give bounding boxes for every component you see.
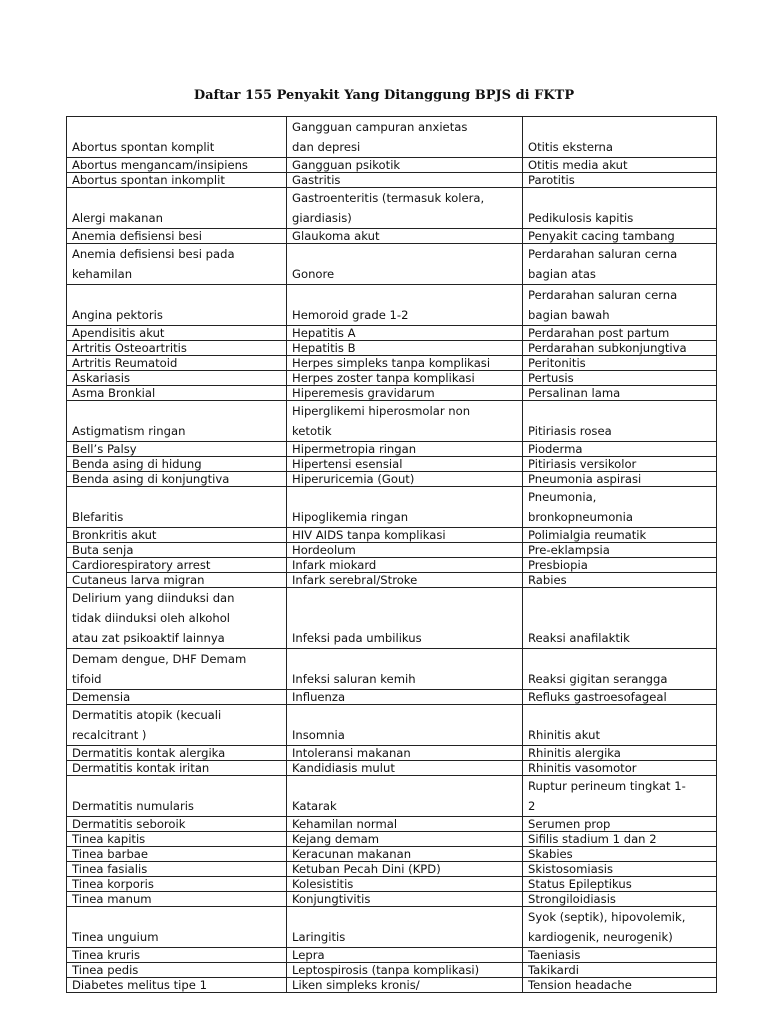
- disease-col-2-cell: Gastroenteritis (termasuk kolera, giardiasis): [287, 188, 523, 229]
- disease-col-3-cell: Skistosomiasis: [523, 862, 717, 877]
- disease-col-3-cell: Takikardi: [523, 963, 717, 978]
- table-row: [67, 487, 717, 528]
- disease-col-2-cell: Hipertensi esensial: [287, 457, 523, 472]
- disease-col-3-cell: Reaksi anafilaktik: [523, 588, 717, 649]
- table-row: [67, 386, 717, 401]
- table-row: [67, 847, 717, 862]
- disease-col-2-cell: Influenza: [287, 690, 523, 705]
- disease-col-2-cell: Infeksi saluran kemih: [287, 649, 523, 690]
- table-row: [67, 326, 717, 341]
- disease-col-1-cell: Asma Bronkial: [67, 386, 287, 401]
- disease-col-2-cell: HIV AIDS tanpa komplikasi: [287, 528, 523, 543]
- disease-col-3-cell: Perdarahan saluran cerna bagian bawah: [523, 285, 717, 326]
- disease-col-2-cell: Hipoglikemia ringan: [287, 487, 523, 528]
- table-row: [67, 472, 717, 487]
- disease-col-1-cell: Abortus spontan inkomplit: [67, 173, 287, 188]
- disease-col-1-cell: Tinea fasialis: [67, 862, 287, 877]
- disease-col-1-cell: Astigmatism ringan: [67, 401, 287, 442]
- disease-col-2-cell: Konjungtivitis: [287, 892, 523, 907]
- disease-col-3-cell: Otitis media akut: [523, 158, 717, 173]
- disease-col-2-cell: Hiperuricemia (Gout): [287, 472, 523, 487]
- disease-col-1-cell: Cutaneus larva migran: [67, 573, 287, 588]
- disease-col-3-cell: Reaksi gigitan serangga: [523, 649, 717, 690]
- disease-col-1-cell: Dermatitis numularis: [67, 776, 287, 817]
- table-row: [67, 649, 717, 690]
- disease-col-2-cell: Liken simpleks kronis/: [287, 978, 523, 993]
- disease-col-1-cell: Dermatitis kontak iritan: [67, 761, 287, 776]
- table-row: [67, 877, 717, 892]
- disease-col-1-cell: Demensia: [67, 690, 287, 705]
- disease-col-3-cell: Pedikulosis kapitis: [523, 188, 717, 229]
- disease-col-1-cell: Abortus mengancam/insipiens: [67, 158, 287, 173]
- disease-col-1-cell: Cardiorespiratory arrest: [67, 558, 287, 573]
- table-row: [67, 690, 717, 705]
- table-row: [67, 776, 717, 817]
- table-row: [67, 401, 717, 442]
- table-row: [67, 705, 717, 746]
- table-row: [67, 948, 717, 963]
- disease-col-2-cell: Gangguan psikotik: [287, 158, 523, 173]
- disease-col-1-cell: Blefaritis: [67, 487, 287, 528]
- disease-col-2-cell: Hordeolum: [287, 543, 523, 558]
- disease-col-3-cell: Pre-eklampsia: [523, 543, 717, 558]
- disease-col-3-cell: Perdarahan post partum: [523, 326, 717, 341]
- disease-col-2-cell: Infeksi pada umbilikus: [287, 588, 523, 649]
- disease-col-1-cell: Anemia defisiensi besi pada kehamilan: [67, 244, 287, 285]
- disease-col-2-cell: Insomnia: [287, 705, 523, 746]
- disease-col-1-cell: Tinea barbae: [67, 847, 287, 862]
- disease-col-3-cell: Polimialgia reumatik: [523, 528, 717, 543]
- disease-col-1-cell: Tinea kruris: [67, 948, 287, 963]
- disease-col-2-cell: Kandidiasis mulut: [287, 761, 523, 776]
- table-row: [67, 543, 717, 558]
- table-row: [67, 442, 717, 457]
- document-title: Daftar 155 Penyakit Yang Ditanggung BPJS di FKTP: [193, 88, 575, 103]
- disease-col-3-cell: Tension headache: [523, 978, 717, 993]
- disease-col-3-cell: Rhinitis alergika: [523, 746, 717, 761]
- disease-col-1-cell: Tinea unguium: [67, 907, 287, 948]
- disease-col-3-cell: Pneumonia aspirasi: [523, 472, 717, 487]
- disease-col-3-cell: Presbiopia: [523, 558, 717, 573]
- disease-col-1-cell: Askariasis: [67, 371, 287, 386]
- table-row: [67, 832, 717, 847]
- disease-col-1-cell: Tinea manum: [67, 892, 287, 907]
- disease-col-1-cell: Tinea pedis: [67, 963, 287, 978]
- disease-col-1-cell: Bell’s Palsy: [67, 442, 287, 457]
- table-row: [67, 244, 717, 285]
- disease-col-2-cell: Laringitis: [287, 907, 523, 948]
- table-row: [67, 978, 717, 993]
- disease-col-1-cell: Angina pektoris: [67, 285, 287, 326]
- disease-col-1-cell: Demam dengue, DHF Demam tifoid: [67, 649, 287, 690]
- disease-col-3-cell: Penyakit cacing tambang: [523, 229, 717, 244]
- disease-col-2-cell: Infark serebral/Stroke: [287, 573, 523, 588]
- disease-col-2-cell: Kehamilan normal: [287, 817, 523, 832]
- disease-col-3-cell: Pioderma: [523, 442, 717, 457]
- disease-col-2-cell: Herpes simpleks tanpa komplikasi: [287, 356, 523, 371]
- disease-col-3-cell: Strongiloidiasis: [523, 892, 717, 907]
- disease-col-2-cell: Intoleransi makanan: [287, 746, 523, 761]
- disease-col-1-cell: Benda asing di hidung: [67, 457, 287, 472]
- disease-col-2-cell: Lepra: [287, 948, 523, 963]
- disease-col-1-cell: Apendisitis akut: [67, 326, 287, 341]
- disease-col-1-cell: Diabetes melitus tipe 1: [67, 978, 287, 993]
- disease-col-1-cell: Tinea korporis: [67, 877, 287, 892]
- disease-col-2-cell: Hiperglikemi hiperosmolar non ketotik: [287, 401, 523, 442]
- disease-col-2-cell: Infark miokard: [287, 558, 523, 573]
- disease-col-1-cell: Alergi makanan: [67, 188, 287, 229]
- table-row: [67, 158, 717, 173]
- table-row: [67, 229, 717, 244]
- disease-col-1-cell: Benda asing di konjungtiva: [67, 472, 287, 487]
- disease-col-3-cell: Pitiriasis versikolor: [523, 457, 717, 472]
- table-row: [67, 173, 717, 188]
- disease-col-3-cell: Syok (septik), hipovolemik, kardiogenik, neurogenik): [523, 907, 717, 948]
- disease-col-3-cell: Pitiriasis rosea: [523, 401, 717, 442]
- disease-col-1-cell: Dermatitis kontak alergika: [67, 746, 287, 761]
- disease-col-3-cell: Skabies: [523, 847, 717, 862]
- disease-col-1-cell: Abortus spontan komplit: [67, 117, 287, 158]
- disease-col-2-cell: Ketuban Pecah Dini (KPD): [287, 862, 523, 877]
- disease-col-3-cell: Pertusis: [523, 371, 717, 386]
- disease-col-3-cell: Taeniasis: [523, 948, 717, 963]
- disease-col-2-cell: Kolesistitis: [287, 877, 523, 892]
- table-row: [67, 457, 717, 472]
- disease-col-2-cell: Leptospirosis (tanpa komplikasi): [287, 963, 523, 978]
- table-row: [67, 371, 717, 386]
- table-row: [67, 761, 717, 776]
- disease-col-1-cell: Artritis Osteoartritis: [67, 341, 287, 356]
- table-row: [67, 341, 717, 356]
- disease-col-3-cell: Serumen prop: [523, 817, 717, 832]
- disease-col-3-cell: Status Epileptikus: [523, 877, 717, 892]
- disease-col-2-cell: Gangguan campuran anxietas dan depresi: [287, 117, 523, 158]
- disease-col-3-cell: Pneumonia, bronkopneumonia: [523, 487, 717, 528]
- table-body: [67, 117, 717, 993]
- disease-col-3-cell: Perdarahan saluran cerna bagian atas: [523, 244, 717, 285]
- disease-col-2-cell: Hepatitis B: [287, 341, 523, 356]
- disease-col-2-cell: Gastritis: [287, 173, 523, 188]
- table-row: [67, 746, 717, 761]
- table-row: [67, 817, 717, 832]
- disease-col-1-cell: Buta senja: [67, 543, 287, 558]
- disease-col-1-cell: Artritis Reumatoid: [67, 356, 287, 371]
- disease-col-2-cell: Glaukoma akut: [287, 229, 523, 244]
- table-row: [67, 892, 717, 907]
- disease-col-3-cell: Rhinitis vasomotor: [523, 761, 717, 776]
- disease-col-3-cell: Sifilis stadium 1 dan 2: [523, 832, 717, 847]
- disease-col-3-cell: Ruptur perineum tingkat 1- 2: [523, 776, 717, 817]
- disease-col-3-cell: Refluks gastroesofageal: [523, 690, 717, 705]
- disease-col-3-cell: Persalinan lama: [523, 386, 717, 401]
- disease-col-2-cell: Hipermetropia ringan: [287, 442, 523, 457]
- disease-col-2-cell: Gonore: [287, 244, 523, 285]
- disease-col-2-cell: Katarak: [287, 776, 523, 817]
- disease-col-3-cell: Otitis eksterna: [523, 117, 717, 158]
- disease-col-2-cell: Hiperemesis gravidarum: [287, 386, 523, 401]
- disease-col-1-cell: Delirium yang diinduksi dan tidak diinduksi oleh alkohol atau zat psikoaktif lainnya: [67, 588, 287, 649]
- disease-col-2-cell: Keracunan makanan: [287, 847, 523, 862]
- disease-col-2-cell: Hemoroid grade 1-2: [287, 285, 523, 326]
- disease-col-1-cell: Bronkritis akut: [67, 528, 287, 543]
- disease-col-1-cell: Dermatitis seboroik: [67, 817, 287, 832]
- table-row: [67, 117, 717, 158]
- disease-col-2-cell: Hepatitis A: [287, 326, 523, 341]
- disease-col-3-cell: Parotitis: [523, 173, 717, 188]
- table-row: [67, 963, 717, 978]
- table-row: [67, 188, 717, 229]
- disease-col-1-cell: Dermatitis atopik (kecuali recalcitrant ): [67, 705, 287, 746]
- table-row: [67, 528, 717, 543]
- table-row: [67, 907, 717, 948]
- disease-table: [66, 116, 717, 993]
- disease-col-3-cell: Rhinitis akut: [523, 705, 717, 746]
- table-row: [67, 356, 717, 371]
- table-row: [67, 573, 717, 588]
- table-row: [67, 285, 717, 326]
- table-row: [67, 558, 717, 573]
- disease-col-3-cell: Peritonitis: [523, 356, 717, 371]
- table-row: [67, 588, 717, 649]
- disease-col-1-cell: Tinea kapitis: [67, 832, 287, 847]
- table-row: [67, 862, 717, 877]
- disease-col-2-cell: Kejang demam: [287, 832, 523, 847]
- disease-col-3-cell: Perdarahan subkonjungtiva: [523, 341, 717, 356]
- disease-col-1-cell: Anemia defisiensi besi: [67, 229, 287, 244]
- disease-col-3-cell: Rabies: [523, 573, 717, 588]
- disease-col-2-cell: Herpes zoster tanpa komplikasi: [287, 371, 523, 386]
